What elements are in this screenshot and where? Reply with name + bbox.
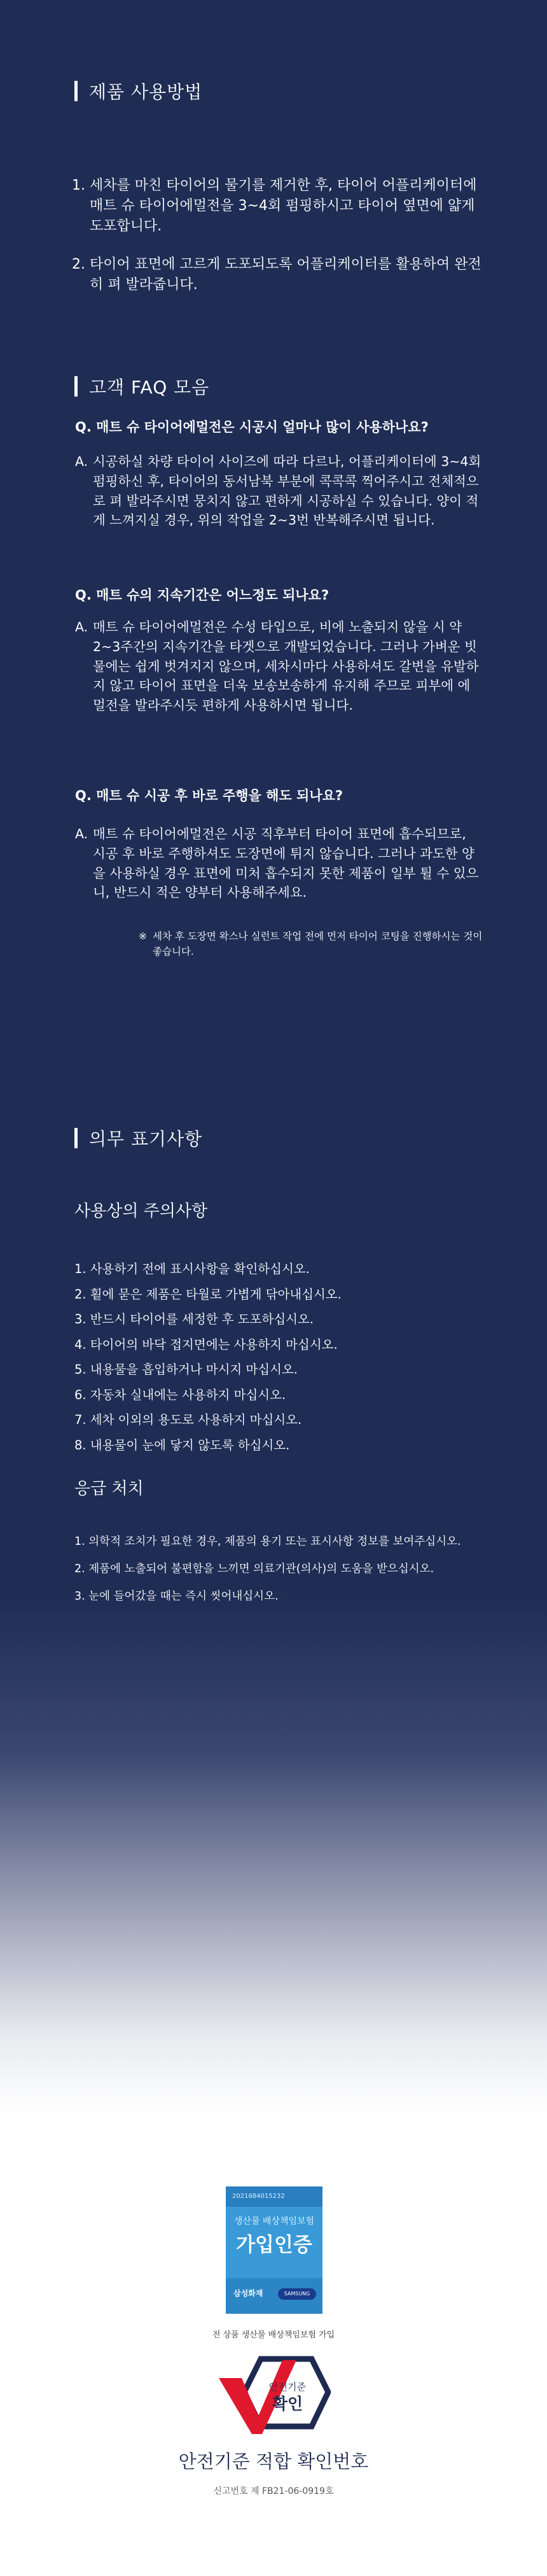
badge-caption: 전 상품 생산물 배상책임보험 가입 [212,2330,335,2340]
title-bar [74,376,78,397]
insurance-badge [226,2186,322,2314]
usage-title-text: 제품 사용방법 [89,81,203,102]
obligation-title-text: 의무 표기사항 [89,1129,203,1150]
title-bar [74,1128,78,1148]
usage-step: 2. 타이어 표면에 고르게 도포되도록 어플리케이터를 활용하여 완전히 펴 발라줍니다. [72,256,481,293]
usage-step: 1. 세차를 마친 타이어의 물기를 제거한 후, 타이어 어플리케이터에 매트 슈 타이어에멀전을 3~4회 펌핑하시고 타이어 옆면에 얇게 도포합니다. [72,178,477,234]
title-bar [74,81,78,101]
badge-line2: 가입인증 [236,2234,312,2256]
faq-section-title [74,374,209,399]
badge-serial: 2021684015232 [226,2186,322,2207]
list-item: 4. 타이어의 바닥 접지면에는 사용하지 마십시오. [74,1337,338,1352]
badge-brand-logo: SAMSUNG [278,2288,316,2300]
faq-title-text: 고객 FAQ 모음 [89,377,210,398]
faq-answer: A. 매트 슈 타이어에멀전은 수성 타입으로, 비에 노출되지 않을 시 약 2~3주간의 지속기간을 타겟으로 개발되었습니다. 그러나 가벼운 빗물에는 쉽게 벗겨지지 않으며, 세차시마다 사용하셔도 갈변을 유발하지 않고 타이어 표면을 더욱 보송보송하게 유지해 주므로 피부에 에멀전을 발라주시듯 편하게 사용하시면 됩니다. [75,619,479,713]
cautions-list [74,1259,342,1460]
list-item: 3. 반드시 타이어를 세정한 후 도포하십시오. [74,1312,314,1327]
kc-number: 신고번호 제 FB21-06-0919호 [213,2486,334,2496]
usage-section-title [74,78,202,104]
kc-safety-mark [216,2355,331,2438]
faq-note: ※ 세차 후 도장면 왁스나 실런트 작업 전에 먼저 타이어 코팅을 진행하시는 것이 좋습니다. [139,931,483,958]
obligation-section-title [74,1125,202,1151]
list-item: 5. 내용물을 흡입하거나 마시지 마십시오. [74,1362,298,1377]
list-item: 6. 자동차 실내에는 사용하지 마십시오. [74,1387,286,1402]
list-item: 1. 의학적 조치가 필요한 경우, 제품의 용기 또는 표시사항 정보를 보여주십시오. [74,1535,461,1548]
list-item: 8. 내용물이 눈에 닿지 않도록 하십시오. [74,1437,290,1453]
list-item: 3. 눈에 들어갔을 때는 즉시 씻어내십시오. [74,1590,279,1603]
kc-title: 안전기준 적합 확인번호 [178,2451,369,2472]
kc-mark-line2: 확인 [272,2395,303,2413]
usage-steps [72,176,485,313]
faq-question: Q. 매트 슈 타이어에멀전은 시공시 얼마나 많이 사용하나요? [75,419,429,435]
list-item: 2. 제품에 노출되어 불편함을 느끼면 의료기관(의사)의 도움을 받으십시오. [74,1563,434,1575]
kc-mark-line1: 안전기준 [269,2381,306,2393]
emergency-title: 응급 처치 [74,1479,144,1498]
badge-line1: 생산물 배상책임보험 [233,2216,315,2227]
faq-question: Q. 매트 슈의 지속기간은 어느정도 되나요? [75,588,329,603]
faq-answer: A. 매트 슈 타이어에멀전은 시공 직후부터 타이어 표면에 흡수되므로, 시공 후 바로 주행하셔도 도장면에 튀지 않습니다. 그러나 과도한 양을 사용하실 경우 표면에 미처 흡수되지 못한 제품이 일부 튈 수 있으니, 반드시 적은 양부터 사용해주세요. [75,826,479,901]
list-item: 7. 세차 이외의 용도로 사용하지 마십시오. [74,1412,302,1427]
list-item: 1. 사용하기 전에 표시사항을 확인하십시오. [74,1262,310,1276]
cautions-title: 사용상의 주의사항 [74,1202,208,1221]
badge-insurer: 삼성화재 [233,2289,263,2298]
faq-answer: A. 시공하실 차량 타이어 사이즈에 따라 다르나, 어플리케이터에 3~4회 펌핑하신 후, 타이어의 동서남북 부분에 콕콕콕 찍어주시고 전체적으로 펴 발라주시면 뭉치지 않고 편하게 시공하실 수 있습니다. 양이 적게 느껴지실 경우, 위의 작업을 2~3번 반복해주시면 됩니다. [75,454,481,528]
emergency-list [74,1533,461,1615]
faq-question: Q. 매트 슈 시공 후 바로 주행을 해도 되나요? [75,788,343,803]
list-item: 2. 횥에 묻은 제품은 타월로 가볍게 닦아내십시오. [74,1286,342,1302]
